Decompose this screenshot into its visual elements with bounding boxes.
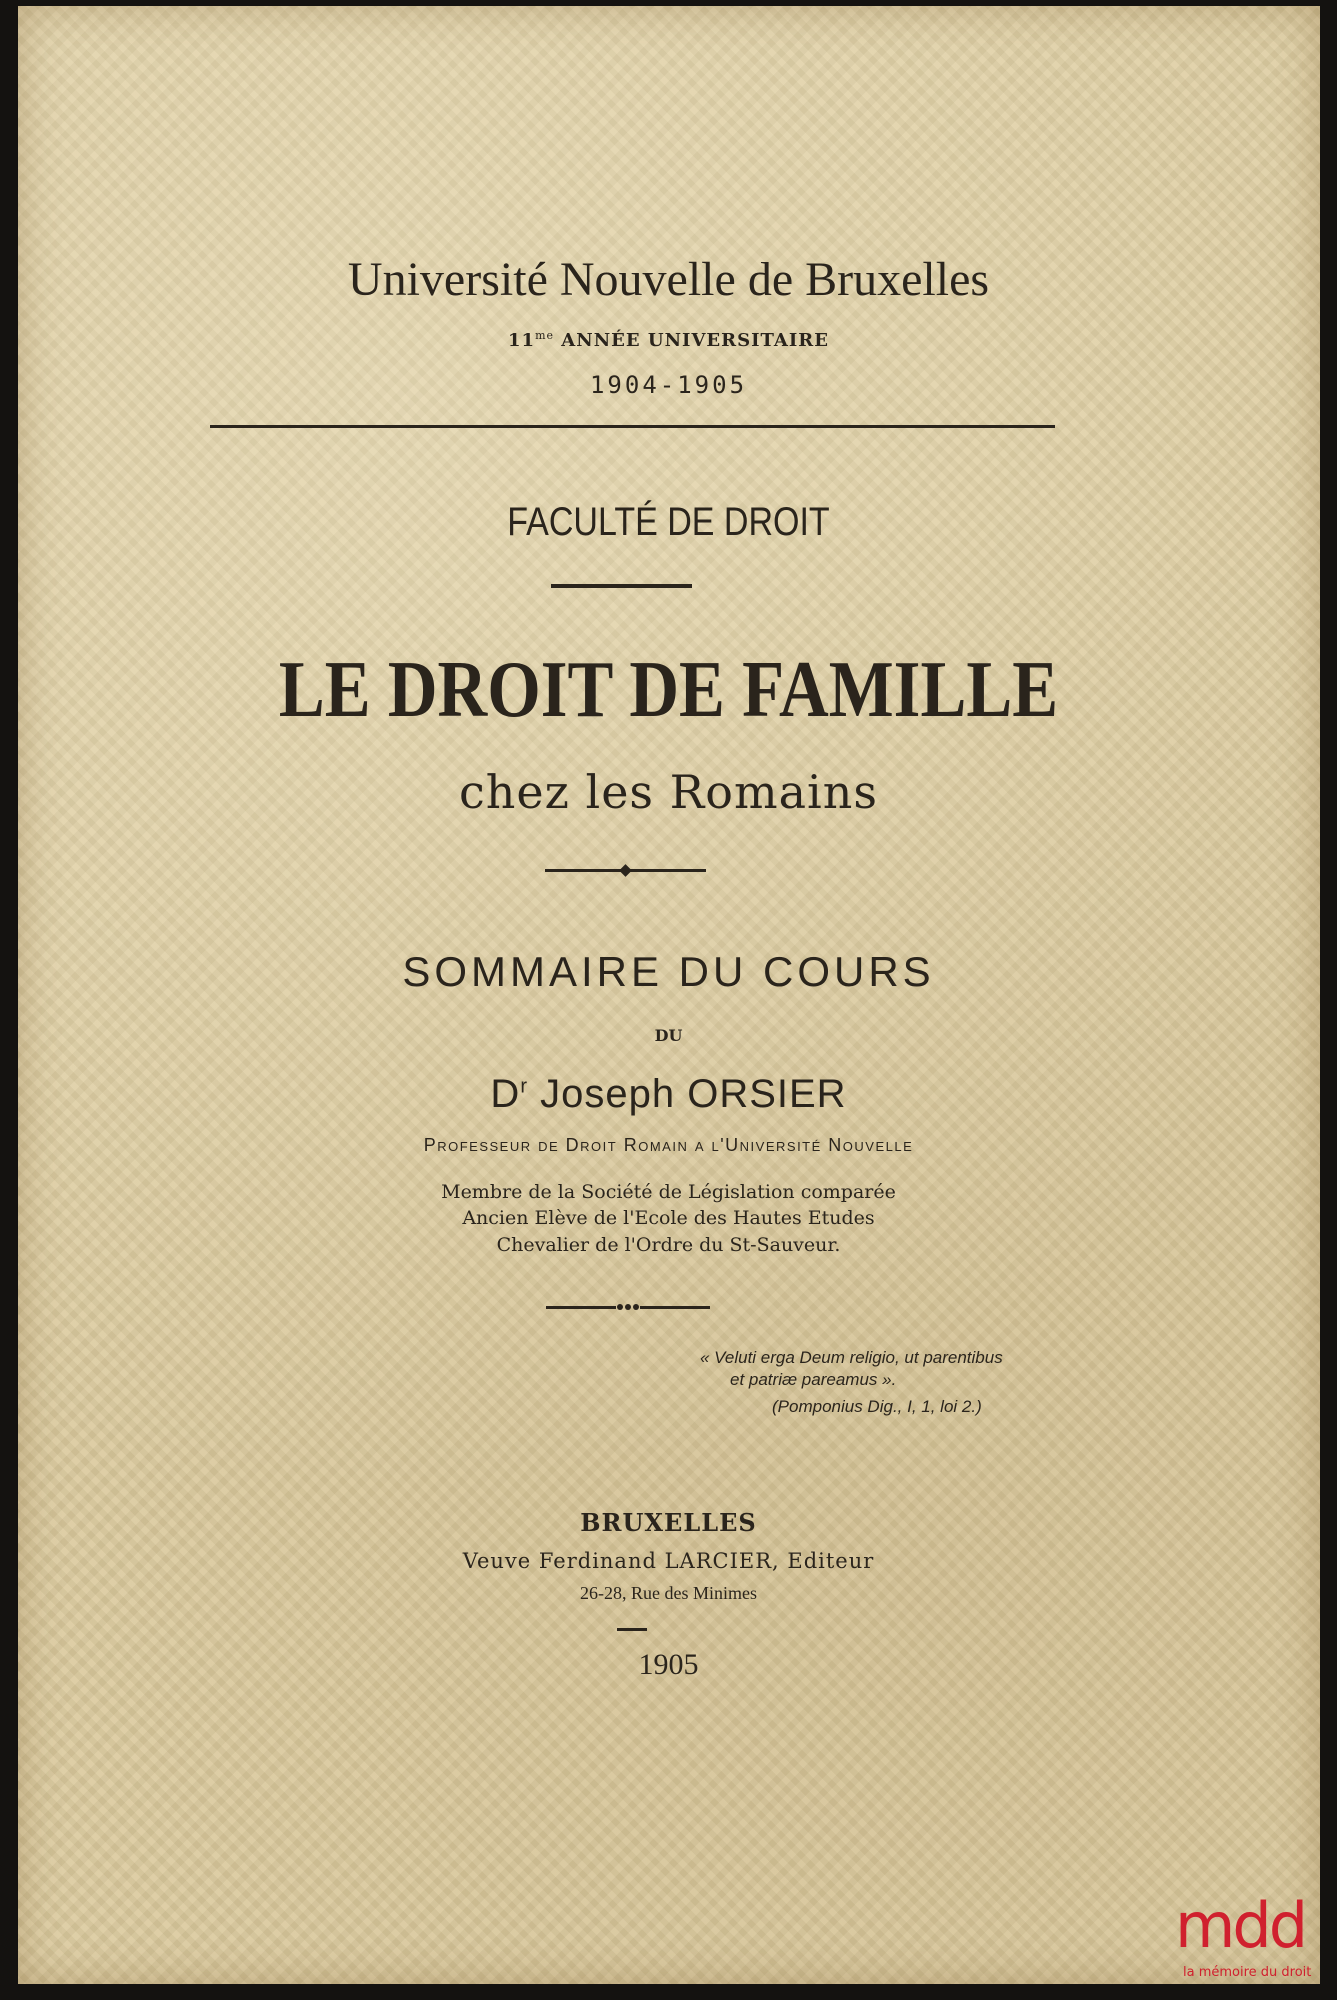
author-prefix: D [490,1072,521,1116]
author-name [0,1072,1337,1117]
imprint-address: 26-28, Rue des Minimes [580,1583,757,1603]
academic-year-label [0,329,1337,351]
academic-years: 1904-1905 [589,371,748,399]
ordinal: 11 [508,330,536,351]
author-position: Professeur de Droit Romain a l'Université Nouvelle [423,1135,914,1155]
epigraph-line: et patriæ pareamus ». [730,1370,897,1389]
year-label: ANNÉE UNIVERSITAIRE [561,330,829,351]
publication-year: 1905 [638,1648,699,1681]
header-rule [210,425,1055,428]
imprint-rule [617,1628,647,1631]
imprint-city: BRUXELLES [580,1508,757,1537]
book-title: LE DROIT DE FAMILLE [278,646,1059,734]
epigraph-line: « Veluti erga Deum religio, ut parentibus [700,1348,1003,1367]
author-fullname: Joseph ORSIER [540,1072,847,1116]
ordinal-sup: me [535,329,555,342]
faculty: FACULTÉ DE DROIT [507,500,830,544]
dots-ornament [546,1304,710,1310]
credential: Membre de la Société de Législation comparée [441,1181,896,1203]
logo-mark: mdd [1175,1889,1306,1962]
short-rule [551,584,692,588]
imprint-publisher: Veuve Ferdinand LARCIER, Editeur [462,1549,875,1573]
credential: Ancien Elève de l'Ecole des Hautes Etudes [462,1207,875,1229]
author-prefix-sup: r [520,1075,528,1098]
by-label: DU [654,1026,683,1045]
epigraph-source: (Pomponius Dig., I, 1, loi 2.) [772,1397,982,1416]
epigraph [700,1347,1060,1418]
logo-tagline: la mémoire du droit [1183,1965,1312,1980]
book-subtitle: chez les Romains [459,765,878,819]
credential: Chevalier de l'Ordre du St-Sauveur. [496,1234,841,1256]
mdd-logo [1175,1889,1335,1980]
university-name: Université Nouvelle de Bruxelles [347,253,990,306]
summary-heading: SOMMAIRE DU COURS [402,948,935,995]
diamond-ornament [545,866,706,875]
